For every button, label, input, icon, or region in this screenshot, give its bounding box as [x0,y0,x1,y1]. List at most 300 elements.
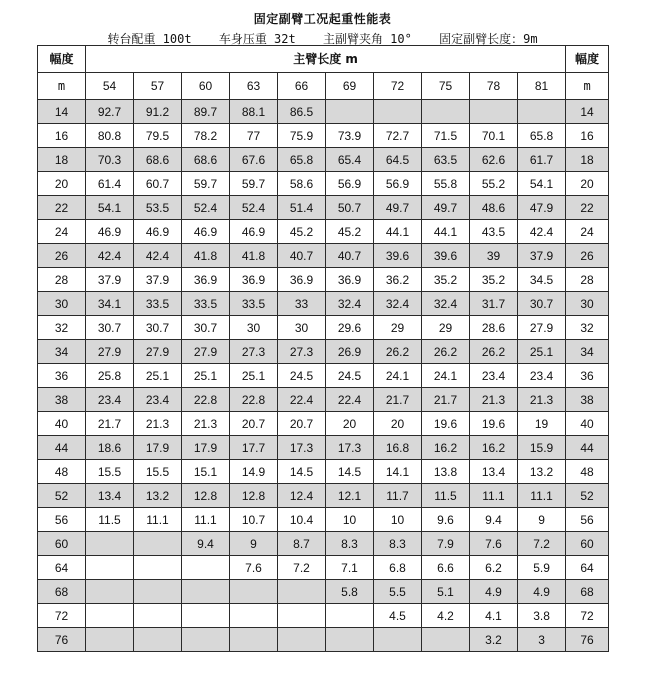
table-row [38,292,609,316]
capacity-cell: 86.5 [278,100,326,124]
capacity-cell [374,100,422,124]
capacity-cell: 21.3 [518,388,566,412]
table-row [38,244,609,268]
capacity-cell: 52.4 [230,196,278,220]
capacity-cell [86,532,134,556]
table-row [38,268,609,292]
radius-cell: 38 [38,388,86,412]
capacity-cell: 79.5 [134,124,182,148]
boom-length-header: 57 [134,73,182,100]
capacity-cell: 18.6 [86,436,134,460]
capacity-cell: 14.5 [278,460,326,484]
table-row [38,580,609,604]
capacity-cell: 27.9 [518,316,566,340]
capacity-cell: 21.7 [422,388,470,412]
capacity-cell: 8.3 [374,532,422,556]
capacity-cell: 11.1 [134,508,182,532]
radius-cell: 30 [38,292,86,316]
radius-cell: 48 [38,460,86,484]
capacity-cell: 35.2 [422,268,470,292]
capacity-cell [422,100,470,124]
radius-cell: 44 [38,436,86,460]
capacity-cell: 19.6 [422,412,470,436]
capacity-cell: 28.6 [470,316,518,340]
capacity-cell: 75.9 [278,124,326,148]
capacity-cell: 45.2 [278,220,326,244]
table-row [38,604,609,628]
table-row [38,484,609,508]
capacity-cell: 6.6 [422,556,470,580]
radius-cell: 30 [566,292,609,316]
capacity-cell: 33.5 [182,292,230,316]
capacity-cell: 36.9 [278,268,326,292]
capacity-cell: 30.7 [182,316,230,340]
capacity-cell: 7.9 [422,532,470,556]
capacity-cell: 26.2 [422,340,470,364]
capacity-cell: 36.9 [230,268,278,292]
table-row [38,100,609,124]
capacity-cell: 65.8 [278,148,326,172]
capacity-cell: 4.2 [422,604,470,628]
capacity-cell: 29.6 [326,316,374,340]
boom-length-header: 69 [326,73,374,100]
capacity-cell: 42.4 [86,244,134,268]
capacity-cell [278,580,326,604]
capacity-cell: 13.2 [518,460,566,484]
capacity-cell: 17.9 [134,436,182,460]
table-row [38,220,609,244]
table-row [38,628,609,652]
capacity-cell: 60.7 [134,172,182,196]
boom-length-header: 78 [470,73,518,100]
capacity-cell: 7.1 [326,556,374,580]
capacity-cell: 21.3 [182,412,230,436]
counterweight-spec: 转台配重 100t [107,32,192,46]
capacity-cell: 20.7 [230,412,278,436]
capacity-cell: 14.1 [374,460,422,484]
capacity-cell: 30.7 [86,316,134,340]
capacity-cell: 24.1 [374,364,422,388]
capacity-cell: 68.6 [182,148,230,172]
capacity-cell: 9.6 [422,508,470,532]
table-row [38,172,609,196]
radius-cell: 40 [38,412,86,436]
radius-cell: 26 [566,244,609,268]
capacity-cell: 13.4 [86,484,134,508]
boom-length-label: 主臂长度 m [86,46,566,73]
capacity-cell [230,604,278,628]
capacity-cell: 54.1 [518,172,566,196]
capacity-cell: 21.7 [86,412,134,436]
capacity-cell: 62.6 [470,148,518,172]
capacity-cell [278,628,326,652]
capacity-cell: 22.8 [230,388,278,412]
table-row [38,436,609,460]
capacity-cell: 27.9 [182,340,230,364]
capacity-cell: 3.2 [470,628,518,652]
radius-cell: 44 [566,436,609,460]
radius-cell: 18 [566,148,609,172]
capacity-cell: 25.8 [86,364,134,388]
capacity-cell: 20 [326,412,374,436]
capacity-cell: 7.2 [278,556,326,580]
capacity-cell: 36.2 [374,268,422,292]
header-row-lengths [38,73,609,100]
radius-cell: 22 [566,196,609,220]
radius-cell: 68 [566,580,609,604]
capacity-cell: 32.4 [422,292,470,316]
table-row [38,388,609,412]
boom-length-header: 81 [518,73,566,100]
capacity-cell: 11.1 [470,484,518,508]
capacity-cell [326,100,374,124]
radius-cell: 32 [566,316,609,340]
capacity-cell [86,604,134,628]
capacity-cell: 20 [374,412,422,436]
capacity-cell: 31.7 [470,292,518,316]
capacity-cell: 42.4 [134,244,182,268]
capacity-cell: 72.7 [374,124,422,148]
capacity-cell: 26.2 [470,340,518,364]
capacity-cell: 12.8 [230,484,278,508]
radius-cell: 14 [38,100,86,124]
radius-unit-left: m [38,73,86,100]
capacity-cell: 13.8 [422,460,470,484]
capacity-cell [278,604,326,628]
capacity-cell: 29 [374,316,422,340]
jib-length-spec: 固定副臂长度：9m [439,32,538,46]
boom-length-header: 54 [86,73,134,100]
capacity-cell: 43.5 [470,220,518,244]
capacity-cell: 25.1 [134,364,182,388]
capacity-cell: 9.4 [182,532,230,556]
capacity-cell [182,580,230,604]
capacity-cell: 24.5 [326,364,374,388]
capacity-cell: 37.9 [518,244,566,268]
capacity-cell: 4.1 [470,604,518,628]
capacity-cell: 10.4 [278,508,326,532]
capacity-cell [230,628,278,652]
radius-cell: 76 [38,628,86,652]
capacity-cell: 26.2 [374,340,422,364]
capacity-cell: 8.3 [326,532,374,556]
capacity-cell [134,532,182,556]
capacity-cell: 22.4 [278,388,326,412]
table-row [38,532,609,556]
capacity-cell: 39.6 [422,244,470,268]
capacity-cell: 24.1 [422,364,470,388]
capacity-cell [134,556,182,580]
capacity-cell: 49.7 [422,196,470,220]
capacity-cell: 33.5 [230,292,278,316]
capacity-cell: 17.3 [278,436,326,460]
capacity-cell: 30 [230,316,278,340]
boom-length-header: 66 [278,73,326,100]
capacity-cell: 91.2 [134,100,182,124]
radius-cell: 40 [566,412,609,436]
capacity-cell: 92.7 [86,100,134,124]
capacity-cell: 8.7 [278,532,326,556]
capacity-cell: 65.4 [326,148,374,172]
capacity-cell: 25.1 [518,340,566,364]
capacity-cell: 30.7 [134,316,182,340]
capacity-cell: 68.6 [134,148,182,172]
capacity-cell: 88.1 [230,100,278,124]
capacity-cell: 15.1 [182,460,230,484]
capacity-cell: 3.8 [518,604,566,628]
capacity-cell: 29 [422,316,470,340]
capacity-cell [374,628,422,652]
radius-cell: 72 [566,604,609,628]
capacity-cell: 41.8 [182,244,230,268]
capacity-cell: 32.4 [326,292,374,316]
capacity-cell: 11.5 [86,508,134,532]
capacity-cell: 73.9 [326,124,374,148]
capacity-cell: 39.6 [374,244,422,268]
capacity-cell: 21.7 [374,388,422,412]
radius-cell: 34 [566,340,609,364]
capacity-cell: 7.6 [470,532,518,556]
capacity-cell: 22.4 [326,388,374,412]
capacity-cell: 12.8 [182,484,230,508]
boom-length-header: 60 [182,73,230,100]
radius-cell: 56 [38,508,86,532]
radius-cell: 34 [38,340,86,364]
capacity-cell: 40.7 [278,244,326,268]
capacity-cell: 13.2 [134,484,182,508]
capacity-cell: 78.2 [182,124,230,148]
table-body [38,100,609,652]
capacity-cell: 6.8 [374,556,422,580]
capacity-cell: 30 [278,316,326,340]
capacity-cell: 4.9 [470,580,518,604]
radius-cell: 72 [38,604,86,628]
capacity-cell: 9 [230,532,278,556]
radius-cell: 36 [566,364,609,388]
radius-cell: 36 [38,364,86,388]
capacity-cell: 5.9 [518,556,566,580]
capacity-cell: 11.1 [182,508,230,532]
capacity-cell: 27.9 [134,340,182,364]
capacity-cell: 17.3 [326,436,374,460]
capacity-cell: 16.8 [374,436,422,460]
radius-cell: 48 [566,460,609,484]
capacity-cell: 61.7 [518,148,566,172]
capacity-cell: 4.5 [374,604,422,628]
capacity-cell [86,628,134,652]
capacity-cell: 11.1 [518,484,566,508]
table-row [38,412,609,436]
radius-cell: 64 [38,556,86,580]
capacity-cell: 44.1 [422,220,470,244]
radius-cell: 20 [38,172,86,196]
capacity-cell: 14.9 [230,460,278,484]
capacity-cell [86,556,134,580]
capacity-cell: 14.5 [326,460,374,484]
capacity-cell: 16.2 [422,436,470,460]
capacity-cell [182,556,230,580]
capacity-cell [230,580,278,604]
capacity-cell: 70.1 [470,124,518,148]
capacity-cell: 36.9 [326,268,374,292]
capacity-cell: 77 [230,124,278,148]
capacity-cell [326,628,374,652]
capacity-cell: 27.3 [230,340,278,364]
radius-cell: 16 [38,124,86,148]
table-row [38,148,609,172]
radius-cell: 56 [566,508,609,532]
capacity-cell [86,580,134,604]
capacity-cell: 11.5 [422,484,470,508]
radius-cell: 64 [566,556,609,580]
capacity-cell: 4.9 [518,580,566,604]
capacity-cell: 44.1 [374,220,422,244]
capacity-cell [182,628,230,652]
table-row [38,124,609,148]
radius-cell: 76 [566,628,609,652]
capacity-cell: 9.4 [470,508,518,532]
radius-cell: 14 [566,100,609,124]
boom-length-header: 72 [374,73,422,100]
capacity-cell: 10 [326,508,374,532]
radius-cell: 52 [38,484,86,508]
capacity-cell: 42.4 [518,220,566,244]
table-title: 固定副臂工况起重性能表 [253,12,392,26]
table-row [38,556,609,580]
capacity-cell: 32.4 [374,292,422,316]
carbody-spec: 车身压重 32t [218,32,296,46]
capacity-cell: 12.4 [278,484,326,508]
capacity-cell: 21.3 [134,412,182,436]
radius-label-right: 幅度 [566,46,609,73]
capacity-cell: 67.6 [230,148,278,172]
capacity-cell: 46.9 [230,220,278,244]
capacity-cell: 7.6 [230,556,278,580]
capacity-cell: 22.8 [182,388,230,412]
capacity-cell: 63.5 [422,148,470,172]
capacity-cell: 41.8 [230,244,278,268]
radius-cell: 60 [566,532,609,556]
radius-cell: 18 [38,148,86,172]
capacity-cell: 59.7 [230,172,278,196]
capacity-cell: 17.9 [182,436,230,460]
capacity-cell: 20.7 [278,412,326,436]
radius-cell: 32 [38,316,86,340]
capacity-cell: 54.1 [86,196,134,220]
radius-cell: 22 [38,196,86,220]
capacity-cell: 23.4 [86,388,134,412]
capacity-cell: 46.9 [86,220,134,244]
capacity-cell [470,100,518,124]
capacity-cell [134,604,182,628]
capacity-cell: 25.1 [182,364,230,388]
capacity-cell: 19.6 [470,412,518,436]
capacity-cell: 3 [518,628,566,652]
capacity-cell: 6.2 [470,556,518,580]
table-row [38,196,609,220]
capacity-cell: 58.6 [278,172,326,196]
table-row [38,508,609,532]
capacity-cell: 9 [518,508,566,532]
boom-length-header: 63 [230,73,278,100]
capacity-cell: 56.9 [374,172,422,196]
capacity-cell: 19 [518,412,566,436]
capacity-cell: 70.3 [86,148,134,172]
capacity-cell: 17.7 [230,436,278,460]
capacity-cell: 21.3 [470,388,518,412]
radius-cell: 28 [38,268,86,292]
radius-cell: 24 [38,220,86,244]
capacity-cell: 15.9 [518,436,566,460]
capacity-cell: 5.5 [374,580,422,604]
capacity-cell: 5.1 [422,580,470,604]
capacity-cell: 64.5 [374,148,422,172]
load-chart-table [37,45,609,652]
capacity-cell: 16.2 [470,436,518,460]
radius-cell: 60 [38,532,86,556]
capacity-cell: 26.9 [326,340,374,364]
capacity-cell: 46.9 [182,220,230,244]
capacity-cell: 35.2 [470,268,518,292]
table-row [38,316,609,340]
radius-cell: 38 [566,388,609,412]
capacity-cell: 23.4 [134,388,182,412]
capacity-cell: 50.7 [326,196,374,220]
capacity-cell: 23.4 [470,364,518,388]
capacity-cell: 56.9 [326,172,374,196]
capacity-cell: 13.4 [470,460,518,484]
capacity-cell: 5.8 [326,580,374,604]
capacity-cell: 36.9 [182,268,230,292]
radius-cell: 26 [38,244,86,268]
capacity-cell: 33.5 [134,292,182,316]
capacity-cell: 7.2 [518,532,566,556]
capacity-cell: 27.9 [86,340,134,364]
radius-cell: 52 [566,484,609,508]
capacity-cell: 11.7 [374,484,422,508]
capacity-cell: 10 [374,508,422,532]
capacity-cell: 80.8 [86,124,134,148]
capacity-cell: 45.2 [326,220,374,244]
capacity-cell: 51.4 [278,196,326,220]
capacity-cell [134,580,182,604]
radius-unit-right: m [566,73,609,100]
capacity-cell: 23.4 [518,364,566,388]
capacity-cell: 24.5 [278,364,326,388]
capacity-cell [422,628,470,652]
capacity-cell: 34.5 [518,268,566,292]
capacity-cell: 37.9 [134,268,182,292]
capacity-cell [134,628,182,652]
radius-cell: 16 [566,124,609,148]
capacity-cell [518,100,566,124]
capacity-cell: 39 [470,244,518,268]
capacity-cell: 27.3 [278,340,326,364]
radius-cell: 28 [566,268,609,292]
capacity-cell: 53.5 [134,196,182,220]
capacity-cell: 46.9 [134,220,182,244]
capacity-cell: 34.1 [86,292,134,316]
radius-cell: 68 [38,580,86,604]
table-row [38,340,609,364]
radius-cell: 20 [566,172,609,196]
capacity-cell: 55.8 [422,172,470,196]
capacity-cell: 48.6 [470,196,518,220]
capacity-cell [182,604,230,628]
capacity-cell: 49.7 [374,196,422,220]
table-row [38,460,609,484]
boom-length-header: 75 [422,73,470,100]
